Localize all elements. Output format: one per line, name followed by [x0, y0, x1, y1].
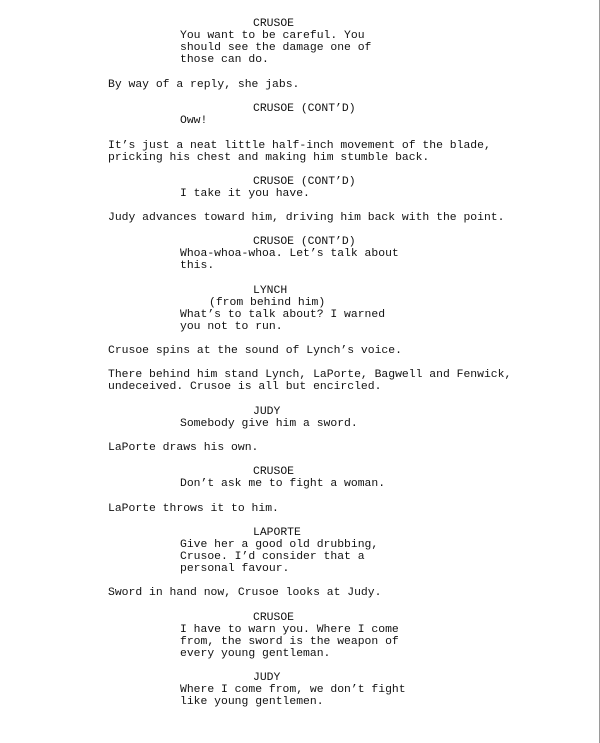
character-cue: CRUSOE	[253, 18, 295, 30]
action-line: By way of a reply, she jabs.	[108, 79, 300, 91]
action-line: LaPorte throws it to him.	[108, 503, 279, 515]
character-cue: JUDY	[253, 406, 281, 418]
dialogue-line: this.	[180, 260, 215, 272]
dialogue-line: like young gentlemen.	[180, 696, 324, 708]
parenthetical: (from behind him)	[209, 297, 326, 309]
character-cue: LYNCH	[253, 285, 288, 297]
character-cue: CRUSOE (CONT’D)	[253, 176, 356, 188]
dialogue-line: Somebody give him a sword.	[180, 418, 358, 430]
dialogue-line: I have to warn you. Where I come	[180, 624, 399, 636]
dialogue-line: Whoa-whoa-whoa. Let’s talk about	[180, 248, 399, 260]
dialogue-line: Oww!	[180, 115, 208, 127]
character-cue: JUDY	[253, 672, 281, 684]
action-line: Judy advances toward him, driving him back with the point.	[108, 212, 505, 224]
dialogue-line: every young gentleman.	[180, 648, 331, 660]
action-line: There behind him stand Lynch, LaPorte, Bagwell and Fenwick,	[108, 369, 512, 381]
character-cue: CRUSOE	[253, 466, 295, 478]
dialogue-line: What’s to talk about? I warned	[180, 309, 386, 321]
action-line: undeceived. Crusoe is all but encircled.	[108, 381, 382, 393]
character-cue: LAPORTE	[253, 527, 301, 539]
dialogue-line: should see the damage one of	[180, 42, 372, 54]
dialogue-line: from, the sword is the weapon of	[180, 636, 399, 648]
dialogue-line: You want to be careful. You	[180, 30, 365, 42]
character-cue: CRUSOE	[253, 612, 295, 624]
dialogue-line: Don’t ask me to fight a woman.	[180, 478, 386, 490]
action-line: pricking his chest and making him stumble back.	[108, 152, 430, 164]
action-line: It’s just a neat little half-inch movement of the blade,	[108, 140, 491, 152]
dialogue-line: you not to run.	[180, 321, 283, 333]
action-line: Sword in hand now, Crusoe looks at Judy.	[108, 587, 382, 599]
dialogue-line: Crusoe. I’d consider that a	[180, 551, 365, 563]
dialogue-line: personal favour.	[180, 563, 290, 575]
dialogue-line: those can do.	[180, 54, 269, 66]
dialogue-line: Where I come from, we don’t fight	[180, 684, 406, 696]
action-line: LaPorte draws his own.	[108, 442, 259, 454]
action-line: Crusoe spins at the sound of Lynch’s voice.	[108, 345, 402, 357]
dialogue-line: Give her a good old drubbing,	[180, 539, 379, 551]
character-cue: CRUSOE (CONT’D)	[253, 103, 356, 115]
character-cue: CRUSOE (CONT’D)	[253, 236, 356, 248]
dialogue-line: I take it you have.	[180, 188, 310, 200]
